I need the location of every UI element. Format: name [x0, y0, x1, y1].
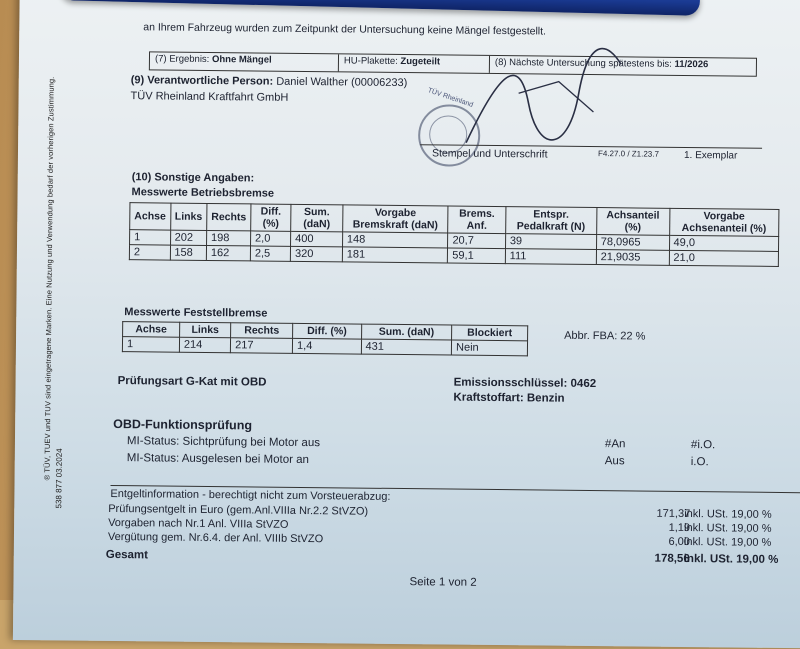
betriebsbremse-header-cell: Achsanteil (%): [596, 208, 669, 236]
betriebsbremse-cell: 148: [342, 232, 448, 248]
obd-row-value: #An: [604, 438, 626, 451]
fee-row-vat: inkl. USt. 19,00 %: [684, 507, 772, 521]
ergebnis-value: Ohne Mängel: [211, 54, 272, 66]
next-inspection-label: (8) Nächste Untersuchung spätestens bis:: [494, 56, 672, 70]
betriebsbremse-cell: 2,0: [250, 231, 290, 246]
feststellbremse-table: [122, 321, 528, 356]
betriebsbremse-cell: 181: [342, 247, 448, 263]
next-inspection-value: 11/2026: [674, 58, 709, 71]
betriebsbremse-cell: 59,1: [448, 248, 506, 264]
signature-scribble: [458, 33, 629, 155]
betriebsbremse-cell: 2: [129, 245, 170, 260]
feststellbremse-cell: 1,4: [292, 338, 361, 354]
feststellbremse-header-cell: Sum. (daN): [361, 324, 452, 340]
abbr-fba: Abbr. FBA: 22 %: [564, 329, 646, 343]
total-amount: 178,56: [654, 552, 690, 566]
side-trademark-note: ® TÜV, TUEV und TUV sind eingetragene Marken. Eine Nutzung und Verwendung bedarf der vorherigen Zustimmung.: [42, 76, 56, 481]
fee-row-amount: 171,37: [656, 507, 691, 521]
betriebsbremse-cell: 158: [170, 245, 207, 260]
emission-key: Emissionsschlüssel: 0462: [453, 376, 597, 391]
sonstige-title: (10) Sonstige Angaben:: [131, 171, 255, 185]
feststellbremse-cell: Nein: [451, 340, 527, 356]
total-label: Gesamt: [105, 548, 149, 562]
betriebsbremse-cell: 49,0: [669, 235, 779, 251]
betriebsbremse-cell: 21,0: [669, 250, 779, 266]
betriebsbremse-cell: 320: [290, 246, 342, 262]
result-box: [149, 51, 757, 76]
stamp-text: TÜV Rheinland: [426, 87, 474, 109]
betriebsbremse-cell: 78,0965: [596, 235, 669, 251]
pruefungsart: Prüfungsart G-Kat mit OBD: [117, 375, 267, 389]
feststellbremse-header-cell: Diff. (%): [293, 323, 362, 339]
responsible-label: (9) Verantwortliche Person:: [130, 74, 274, 88]
fee-row-label: Vorgaben nach Nr.1 Anl. VIIIa StVZO: [108, 516, 289, 531]
betriebsbremse-cell: 2,5: [250, 246, 290, 261]
fee-row-amount: 1,19: [668, 521, 691, 535]
copy-label: 1. Exemplar: [683, 149, 738, 162]
betriebsbremse-header-cell: Diff. (%): [251, 204, 291, 231]
betriebsbremse-header-cell: Sum. (daN): [291, 204, 343, 232]
obd-row-result: i.O.: [690, 456, 709, 469]
header-sentence: an Ihrem Fahrzeug wurden zum Zeitpunkt der Untersuchung keine Mängel festgestellt.: [143, 21, 547, 38]
fee-row-vat: inkl. USt. 19,00 %: [683, 535, 772, 549]
betriebsbremse-table: [129, 202, 780, 267]
responsible-person: [131, 74, 408, 89]
responsible-company: TÜV Rheinland Kraftfahrt GmbH: [130, 90, 289, 104]
plakette-label: HU-Plakette:: [343, 55, 398, 67]
feststellbremse-header-cell: Links: [180, 322, 231, 338]
betriebsbremse-cell: 162: [206, 245, 250, 260]
obd-row-label: MI-Status: Sichtprüfung bei Motor aus: [126, 435, 321, 450]
stamp-caption: Stempel und Unterschrift: [431, 147, 548, 161]
form-code: F4.27.0 / Z1.23.7: [597, 149, 659, 159]
side-form-number: 538 877 03.2024: [54, 448, 64, 509]
betriebsbremse-header-cell: Brems. Anf.: [448, 206, 506, 234]
responsible-name: Daniel Walther (00006233): [276, 75, 408, 90]
ergebnis-label: (7) Ergebnis:: [154, 53, 210, 65]
fee-row-label: Prüfungsentgelt in Euro (gem.Anl.VIIIa Nr.2.2 StVZO): [108, 502, 369, 518]
feststellbremse-header-cell: Achse: [123, 322, 180, 338]
betriebsbremse-cell: 400: [291, 231, 343, 247]
page-footer: Seite 1 von 2: [409, 576, 477, 589]
betriebsbremse-cell: 111: [505, 249, 596, 265]
feststellbremse-row: [122, 337, 527, 356]
ergebnis-cell: [150, 52, 339, 71]
fee-row-vat: inkl. USt. 19,00 %: [684, 521, 772, 535]
betriebsbremse-cell: 202: [170, 230, 207, 245]
betriebsbremse-cell: 198: [206, 230, 250, 245]
inspection-report-page: [13, 0, 800, 649]
betriebsbremse-title: Messwerte Betriebsbremse: [131, 186, 275, 200]
fees-intro: Entgeltinformation - berechtigt nicht zum Vorsteuerabzug:: [110, 487, 391, 503]
betriebsbremse-header-cell: Rechts: [207, 203, 251, 230]
obd-row-label: MI-Status: Ausgelesen bei Motor an: [126, 452, 310, 467]
plakette-value: Zugeteilt: [400, 55, 441, 68]
obd-row-value: Aus: [604, 455, 625, 468]
betriebsbremse-header-cell: Links: [170, 203, 207, 230]
fee-row-amount: 6,00: [668, 535, 691, 549]
obd-row-result: #i.O.: [690, 439, 716, 452]
feststellbremse-cell: 1: [122, 337, 179, 353]
fee-row-label: Vergütung gem. Nr.6.4. der Anl. VIIIb StVZO: [107, 530, 324, 546]
betriebsbremse-cell: 1: [130, 230, 171, 245]
betriebsbremse-cell: 20,7: [448, 233, 506, 249]
total-vat: inkl. USt. 19,00 %: [683, 552, 779, 566]
feststellbremse-cell: 217: [231, 338, 293, 354]
feststellbremse-cell: 431: [361, 339, 452, 355]
obd-title: OBD-Funktionsprüfung: [113, 417, 253, 433]
feststellbremse-cell: 214: [179, 337, 230, 353]
feststellbremse-title: Messwerte Feststellbremse: [124, 306, 268, 320]
feststellbremse-header-cell: Blockiert: [452, 325, 528, 341]
betriebsbremse-cell: 21,9035: [596, 250, 669, 266]
betriebsbremse-header-cell: Entspr. Pedalkraft (N): [505, 207, 596, 235]
betriebsbremse-header-cell: Achse: [130, 203, 171, 230]
feststellbremse-header-cell: Rechts: [231, 323, 293, 339]
betriebsbremse-header-cell: Vorgabe Achsenanteil (%): [669, 208, 779, 236]
betriebsbremse-cell: 39: [505, 234, 596, 250]
betriebsbremse-header-cell: Vorgabe Bremskraft (daN): [342, 205, 448, 233]
fuel-type: Kraftstoffart: Benzin: [453, 391, 565, 405]
